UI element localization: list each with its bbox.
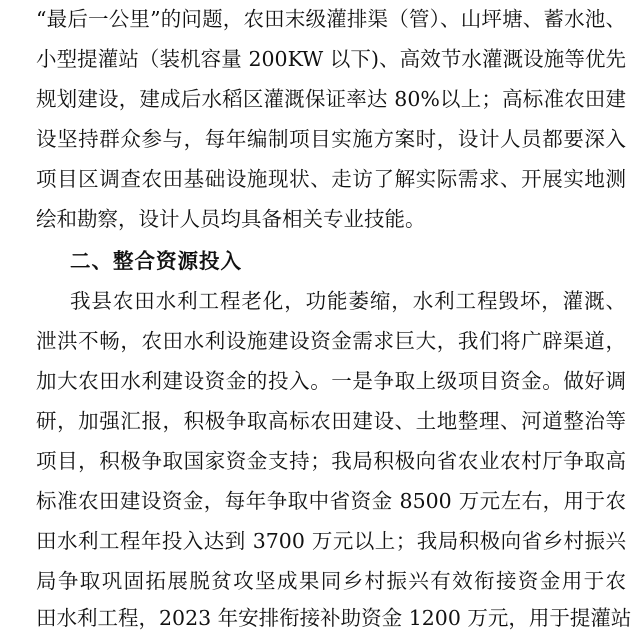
text-line: 研，加强汇报，积极争取高标农田建设、土地整理、河道整治等 [36,409,626,433]
text-line: 标准农田建设资金，每年争取中省资金 8500 万元左右，用于农 [36,489,626,513]
text-line: 小型提灌站（装机容量 200KW 以下)、高效节水灌溉设施等优先 [36,47,626,71]
section-heading: 二、整合资源投入 [70,249,242,273]
text-line: 项目，积极争取国家资金支持；我局积极向省农业农村厅争取高 [36,449,626,473]
text-line: 我县农田水利工程老化，功能萎缩，水利工程毁坏，灌溉、 [70,289,626,313]
text-line: 设坚持群众参与，每年编制项目实施方案时，设计人员都要深入 [36,127,626,151]
text-line: 田水利工程，2023 年安排衔接补助资金 1200 万元，用于提灌站 [36,606,632,630]
text-line: 绘和勘察，设计人员均具备相关专业技能。 [36,207,426,231]
text-line: “最后一公里”的问题，农田末级灌排渠（管）、山坪塘、蓄水池、 [36,7,626,31]
text-line: 田水利工程年投入达到 3700 万元以上；我局积极向省乡村振兴 [36,529,626,553]
text-line: 项目区调查农田基础设施现状、走访了解实际需求、开展实地测 [36,167,626,191]
text-line: 规划建设，建成后水稻区灌溉保证率达 80%以上；高标准农田建 [36,87,626,111]
text-line: 局争取巩固拓展脱贫攻坚成果同乡村振兴有效衔接资金用于农 [36,569,626,593]
text-line: 泄洪不畅，农田水利设施建设资金需求巨大，我们将广辟渠道， [36,329,626,353]
text-line: 加大农田水利建设资金的投入。一是争取上级项目资金。做好调 [36,369,626,393]
